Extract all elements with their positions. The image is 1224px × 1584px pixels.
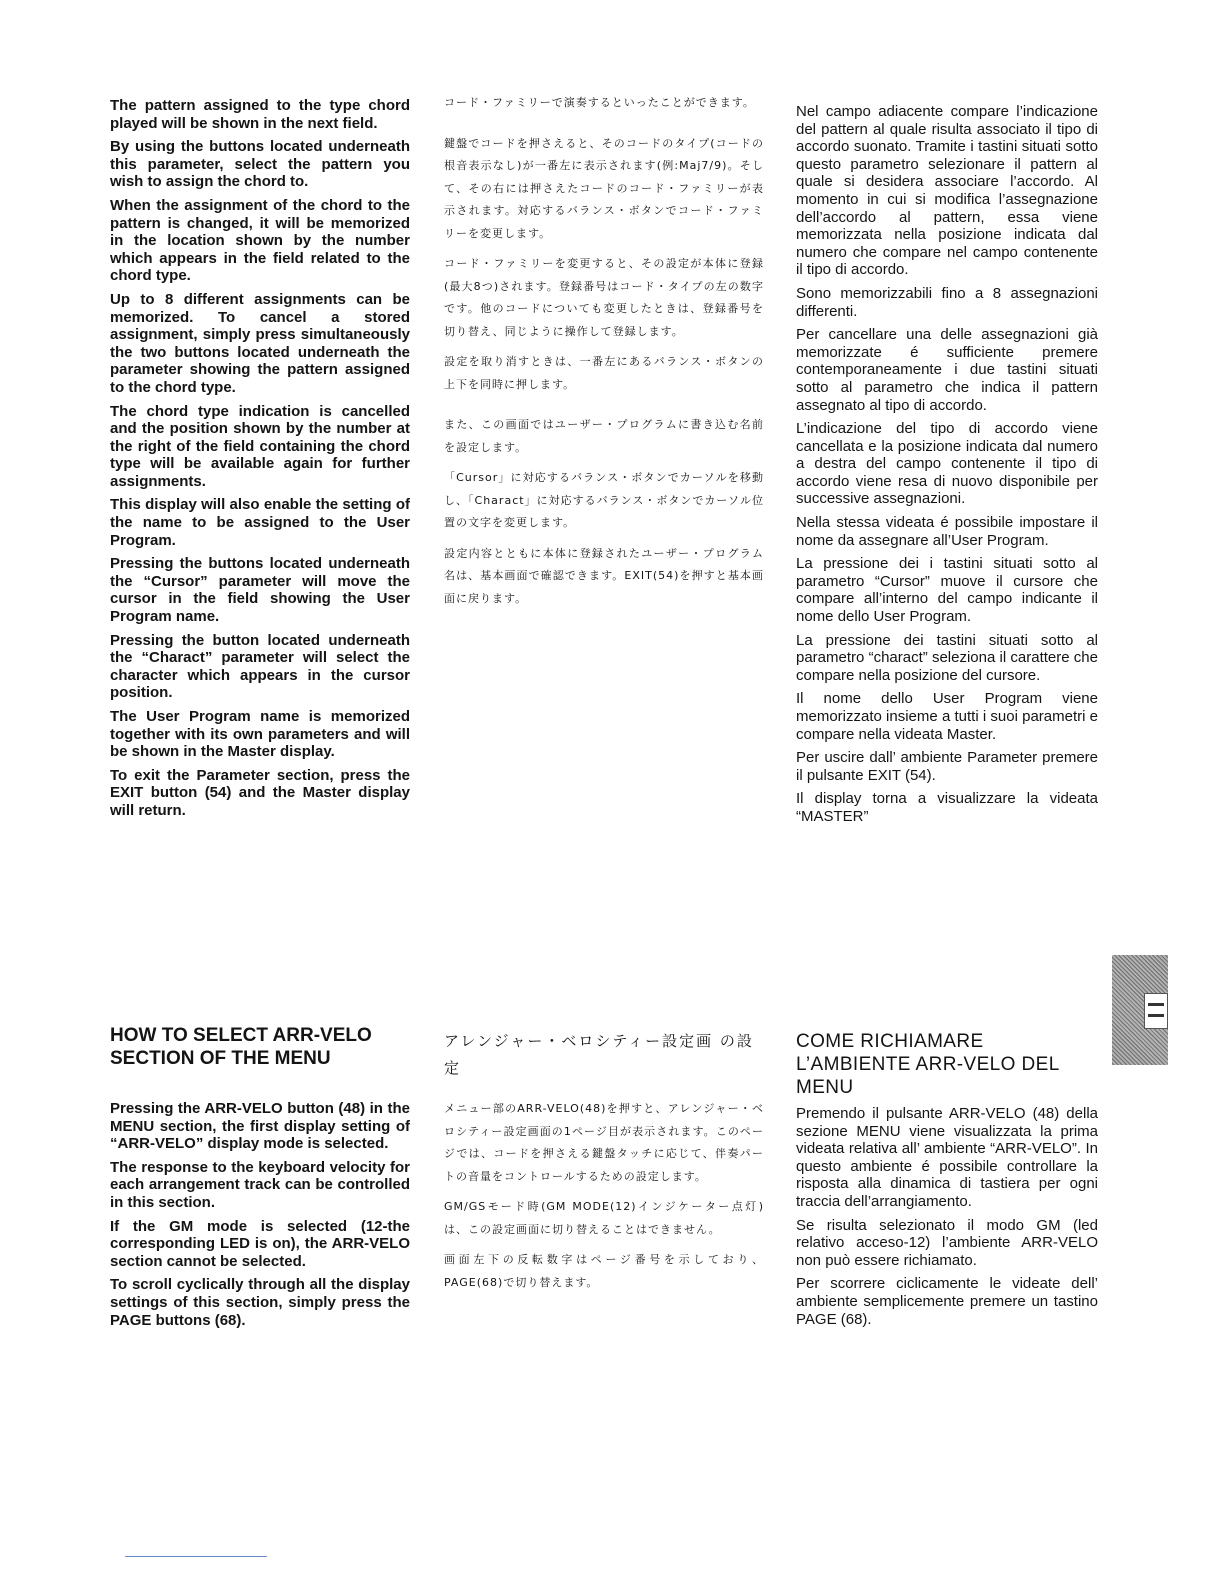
- it-paragraph: Se risulta selezionato il modo GM (led relativo acceso-12) l’ambiente ARR-VELO non può essere richiamato.: [796, 1216, 1098, 1269]
- it-paragraph: L’indicazione del tipo di accordo viene cancellata e la posizione indicata dal numero a destra del campo contenente il tipo di accordo viene resa di nuovo disponibile per successive assegnazioni.: [796, 420, 1098, 508]
- ja-paragraph: GM/GSモード時(GM MODE(12)インジケーター点灯)は、この設定画面に切り替えることはできません。: [444, 1200, 764, 1236]
- ja-paragraph: コード・ファミリーを変更すると、その設定が本体に登録(最大8つ)されます。登録番号はコード・タイプの左の数字です。他のコードについても変更したときは、登録番号を切り替え、同じように操作して登録します。: [444, 257, 764, 338]
- ja-section-heading-wrap: [444, 1028, 764, 1082]
- it-paragraph: Premendo il pulsante ARR-VELO (48) della sezione MENU viene visualizzata la prima videata relativa all’ ambiente “ARR-VELO”. In questo ambiente é possibile controllare la risposta alla dinamica di tastiera per ogni traccia dell’arrangiamento.: [796, 1105, 1098, 1210]
- section-heading-it: COME RICHIAMARE L’AMBIENTE ARR-VELO DEL MENU: [796, 1031, 1059, 1098]
- ja-paragraph: 設定内容とともに本体に登録されたユーザー・プログラム名は、基本画面で確認できます。EXIT(54)を押すと基本画面に戻ります。: [444, 546, 764, 605]
- en-paragraph: Pressing the button located underneath the “Charact” parameter will select the character which appears in the cursor position.: [110, 631, 410, 702]
- it-paragraph: Nella stessa videata é possibile impostare il nome da assegnare all’User Program.: [796, 514, 1098, 549]
- chapter-tab-marker: [1112, 955, 1168, 1065]
- ja-paragraph: メニュー部のARR-VELO(48)を押すと、アレンジャー・ベロシティー設定画面の1ページ目が表示されます。このページでは、コードを押さえる鍵盤タッチに応じて、伴奏パートの音量をコントロールするための設定します。: [444, 1102, 764, 1183]
- en-paragraph: The response to the keyboard velocity for each arrangement track can be controlled in this section.: [110, 1158, 410, 1211]
- bottom-divider: [125, 1556, 267, 1557]
- en-paragraph: To exit the Parameter section, press the EXIT button (54) and the Master display will return.: [110, 766, 410, 819]
- tab-icon: [1144, 993, 1168, 1029]
- en-paragraph: Pressing the buttons located underneath the “Cursor” parameter will move the cursor in the field showing the User Program name.: [110, 555, 410, 626]
- ja-paragraph: 設定を取り消すときは、一番左にあるバランス・ボタンの上下を同時に押します。: [444, 355, 764, 391]
- ja-paragraph: 鍵盤でコードを押さえると、そのコードのタイプ(コードの根音表示なし)が一番左に表示されます(例:Maj7/9)。そして、その右には押さえたコードのコード・ファミリーが表示されます。対応するバランス・ボタンでコード・ファミリーを変更します。: [444, 136, 764, 240]
- ja-paragraph: コード・ファミリーで演奏するといったことができます。: [444, 96, 755, 109]
- en-paragraph: The pattern assigned to the type chord played will be shown in the next field.: [110, 97, 410, 132]
- section-heading-ja: アレンジャー・ベロシティー設定画 の設定: [444, 1032, 754, 1077]
- it-paragraph: La pressione dei tastini situati sotto al parametro “charact” seleziona il carattere che compare nella posizione del cursore.: [796, 631, 1098, 684]
- it-paragraph: Per cancellare una delle assegnazioni già memorizzate é sufficiente premere contemporaneamente i due tastini situati sotto al parametro che indica il pattern assegnato al tipo di accordo.: [796, 326, 1098, 414]
- it-paragraph: Sono memorizzabili fino a 8 assegnazioni differenti.: [796, 284, 1098, 320]
- english-column-top: [110, 97, 410, 826]
- it-paragraph: Il nome dello User Program viene memorizzato insieme a tutti i suoi parametri e compare nella videata Master.: [796, 690, 1098, 743]
- en-paragraph: The User Program name is memorized together with its own parameters and will be shown in the Master display.: [110, 708, 410, 761]
- it-paragraph: Per uscire dall’ ambiente Parameter premere il pulsante EXIT (54).: [796, 749, 1098, 784]
- en-paragraph: To scroll cyclically through all the display settings of this section, simply press the PAGE buttons (68).: [110, 1276, 410, 1329]
- it-paragraph: Il display torna a visualizzare la videata “MASTER”: [796, 790, 1098, 825]
- en-paragraph: If the GM mode is selected (12-the corresponding LED is on), the ARR-VELO section cannot be selected.: [110, 1217, 410, 1270]
- en-paragraph: When the assignment of the chord to the pattern is changed, it will be memorized in the location shown by the number which appears in the field related to the chord type.: [110, 196, 410, 285]
- ja-paragraph: 画面左下の反転数字はページ番号を示しており、PAGE(68)で切り替えます。: [444, 1253, 764, 1289]
- english-column-bottom: [110, 1100, 410, 1335]
- en-section-heading-wrap: [110, 1024, 410, 1070]
- japanese-column-bottom: [444, 1098, 764, 1302]
- it-paragraph: La pressione dei i tastini situati sotto al parametro “Cursor” muove il cursore che compare all’interno del campo indicante il nome dello User Program.: [796, 555, 1098, 626]
- italian-column-top: [796, 103, 1098, 832]
- en-paragraph: This display will also enable the setting of the name to be assigned to the User Program.: [110, 496, 410, 549]
- en-paragraph: Up to 8 different assignments can be memorized. To cancel a stored assignment, simply press simultaneously the two buttons located underneath the parameter showing the pattern assigned to the chord type.: [110, 290, 410, 396]
- en-paragraph: Pressing the ARR-VELO button (48) in the MENU section, the first display setting of “ARR-VELO” display mode is selected.: [110, 1100, 410, 1153]
- it-paragraph: Nel campo adiacente compare l’indicazione del pattern al quale risulta associato il tipo di accordo suonato. Tramite i tastini situati sotto questo parametro selezionare il pattern al quale si desidera associare l’accordo. Al momento in cui si modifica l’assegnazione dell’accordo al pattern, essa viene memorizzata nella posizione indicata dal numero che compare nel campo contenente il tipo di accordo.: [796, 103, 1098, 279]
- en-paragraph: By using the buttons located underneath this parameter, select the pattern you wish to assign the chord to.: [110, 138, 410, 191]
- en-paragraph: The chord type indication is cancelled and the position shown by the number at the right of the field containing the chord type will be available again for further assignments.: [110, 402, 410, 490]
- japanese-column-top: [444, 92, 764, 618]
- italian-column-bottom: [796, 1105, 1098, 1334]
- it-section-heading-wrap: [796, 1030, 1098, 1099]
- it-paragraph: Per scorrere ciclicamente le videate dell’ ambiente semplicemente premere un tastino PAGE (68).: [796, 1275, 1098, 1328]
- section-heading-en: HOW TO SELECT ARR-VELO SECTION OF THE MENU: [110, 1025, 372, 1069]
- ja-paragraph: また、この画面ではユーザー・プログラムに書き込む名前を設定します。: [444, 418, 764, 454]
- ja-paragraph: 「Cursor」に対応するバランス・ボタンでカーソルを移動し、「Charact」に対応するバランス・ボタンでカーソル位置の文字を変更します。: [444, 471, 764, 529]
